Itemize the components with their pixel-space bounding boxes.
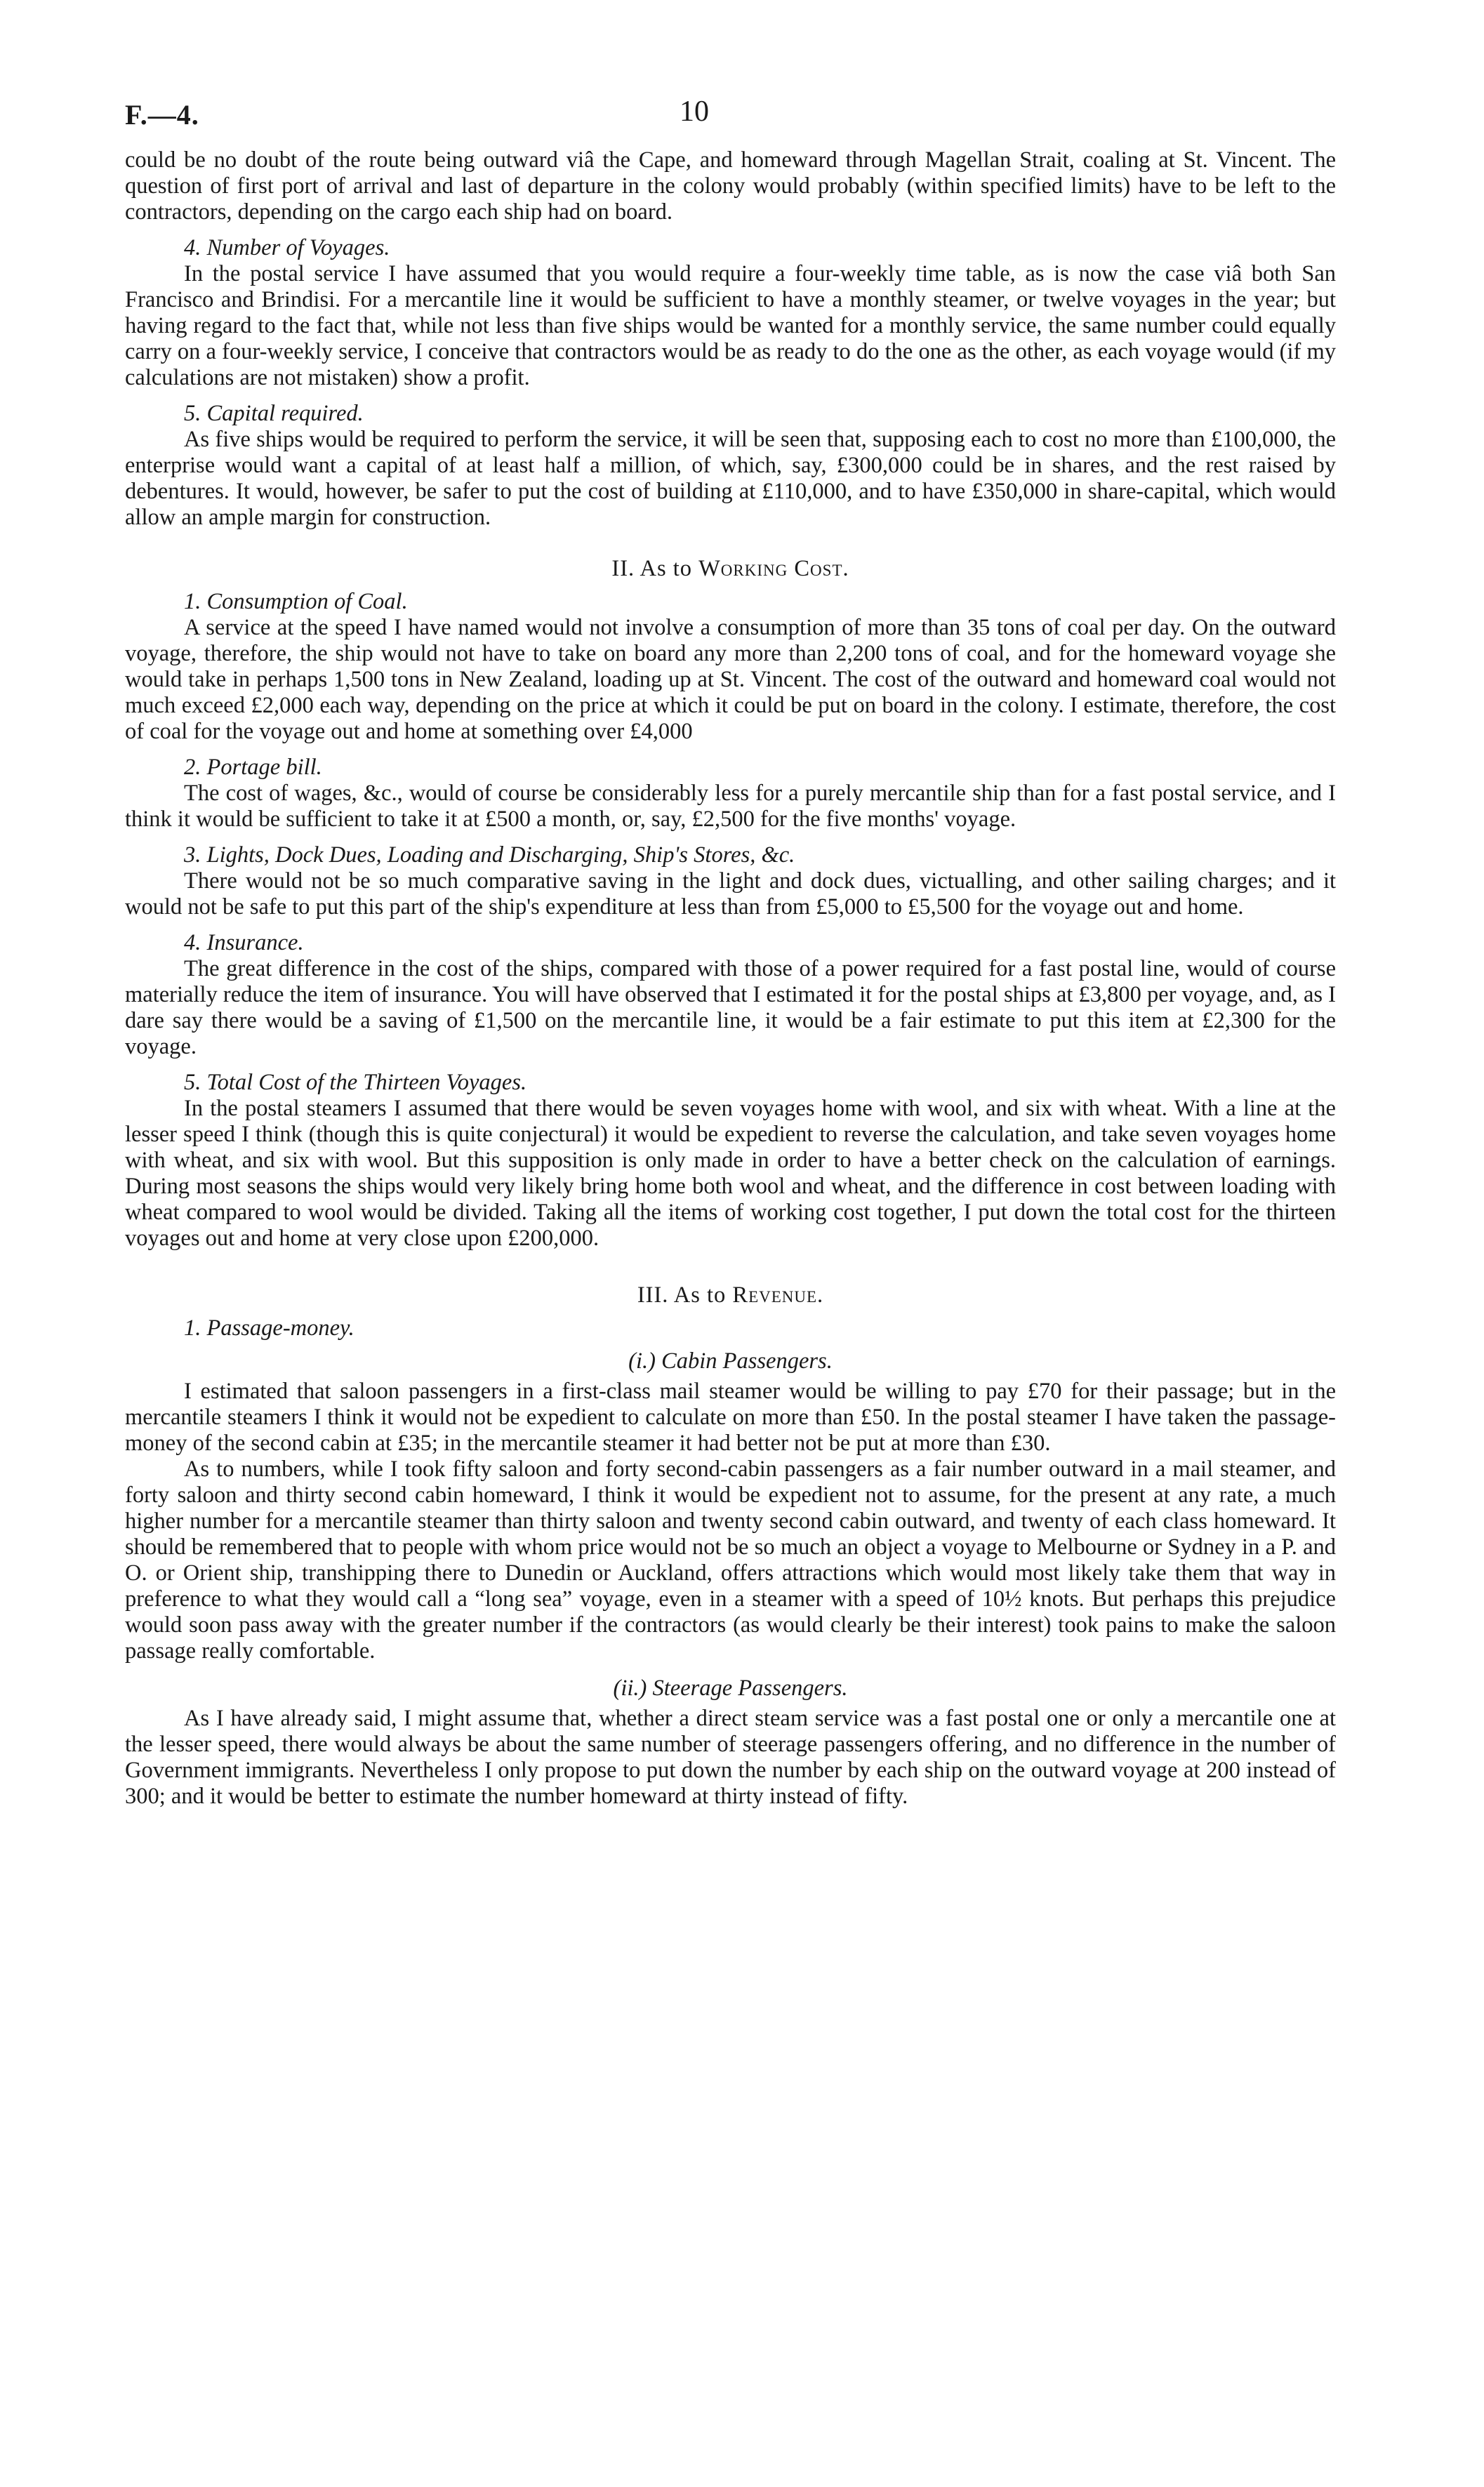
page-number: 10 (680, 95, 709, 128)
lights-dock-dues-heading: 3. Lights, Dock Dues, Loading and Discharging, Ship's Stores, &c. (184, 842, 795, 868)
insurance-heading: 4. Insurance. (184, 930, 304, 955)
lights-dock-dues-text: There would not be so much comparative saving in the light and dock dues, victualling, and other sailing charges; and it would not be safe to put this part of the ship's expenditure at less than from £5,000 to £5,500 for the voyage out and home. (125, 868, 1336, 920)
revenue-title-prefix: III. As to (637, 1282, 727, 1308)
working-cost-title-prefix: II. As to (611, 556, 692, 581)
cabin-passengers-text-2: As to numbers, while I took fifty saloon and forty second-cabin passengers as a fair number outward in a mail steamer, and forty saloon and thirty second cabin homeward, I think it would be expedient not to assume, for the present at any rate, a much higher number for a mercantile steamer than thirty saloon and twenty second cabin outward, and twenty of each class homeward. It should be remembered that to people with whom price would not be so much an object a voyage to Melbourne or Sydney in a P. and O. or Orient ship, transhipping there to Dunedin or Auckland, offers attractions which would most likely take them that way in preference to what they would call a “long sea” voyage, even in a steamer with a speed of 10½ knots. But perhaps this prejudice would soon pass away with the greater number if the contractors (as would clearly be their interest) took pains to make the saloon passage really comfortable. (125, 1457, 1336, 1664)
consumption-of-coal-text: A service at the speed I have named would not involve a consumption of more than 35 tons of coal per day. On the outward voyage, therefore, the ship would not have to take on board any more than 2,200 tons of coal, and for the homeward voyage she would take in perhaps 1,500 tons in New Zealand, loading up at St. Vincent. The cost of the outward and homeward coal would not much exceed £2,000 each way, depending on the price at which it could be put on board in the colony. I estimate, therefore, the cost of coal for the voyage out and home at something over £4,000 (125, 615, 1336, 744)
page-header (125, 91, 1336, 147)
capital-required-heading: 5. Capital required. (184, 401, 364, 426)
cabin-passengers-text-1: I estimated that saloon passengers in a first-class mail steamer would be willing to pay £70 for their passage; but in the mercantile steamers I think it would not be expedient to calculate on more than £50. In the postal steamer I have taken the passage-money of the second cabin at £35; in the mercantile steamer it had better not be put at more than £30. (125, 1379, 1336, 1456)
passage-money-heading: 1. Passage-money. (184, 1315, 355, 1341)
insurance-text: The great difference in the cost of the ships, compared with those of a power required for a fast postal line, would of course materially reduce the item of insurance. You will have observed that I estimated it for the postal ships at £3,800 per voyage, and, as I dare say there would be a saving of £1,500 on the mercantile line, it would be a fair estimate to put this item at £2,300 for the voyage. (125, 956, 1336, 1059)
total-cost-text: In the postal steamers I assumed that there would be seven voyages home with wool, and six with wheat. With a line at the lesser speed I think (though this is quite conjectural) it would be expedient to reverse the calculation, and take seven voyages home with wheat, and six with wool. But this supposition is only made in order to have a better check on the calculation of earnings. During most seasons the ships would very likely bring home both wool and wheat, and the difference in cost between loading with wheat compared to wool would be divided. Taking all the items of working cost together, I put down the total cost for the thirteen voyages out and home at very close upon £200,000. (125, 1096, 1336, 1251)
consumption-of-coal-heading: 1. Consumption of Coal. (184, 589, 408, 614)
capital-required-text: As five ships would be required to perform the service, it will be seen that, supposing each to cost no more than £100,000, the enterprise would want a capital of at least half a million, of which, say, £300,000 could be in shares, and the rest raised by debentures. It would, however, be safer to put the cost of building at £110,000, and to have £350,000 in share-capital, which would allow an ample margin for construction. (125, 427, 1336, 530)
steerage-passengers-text: As I have already said, I might assume that, whether a direct steam service was a fast postal one or only a mercantile one at the lesser speed, there would always be about the same number of steerage passengers offering, and no difference in the number of Government immigrants. Nevertheless I only propose to put down the number by each ship on the outward voyage at 200 instead of 300; and it would be better to estimate the number homeward at thirty instead of fifty. (125, 1706, 1336, 1809)
document-code: F.—4. (125, 99, 199, 131)
cabin-passengers-heading: (i.) Cabin Passengers. (628, 1348, 833, 1374)
document-page (125, 91, 1336, 1810)
number-of-voyages-text: In the postal service I have assumed that you would require a four-weekly time table, as is now the case viâ both San Francisco and Brindisi. For a mercantile line it would be sufficient to have a monthly steamer, or twelve voyages in the year; but having regard to the fact that, while not less than five ships would be wanted for a monthly service, the same number could equally carry on a four-weekly service, I conceive that contractors would be as ready to do the one as the other, as each voyage would (if my calculations are not mistaken) show a profit. (125, 261, 1336, 390)
revenue-title-main: Revenue. (732, 1282, 824, 1308)
revenue-section-title (125, 1282, 1336, 1308)
intro-paragraph: could be no doubt of the route being outward viâ the Cape, and homeward through Magellan Strait, coaling at St. Vincent. The question of first port of arrival and last of departure in the colony would probably (within specified limits) have to be left to the contractors, depending on the cargo each ship had on board. (125, 147, 1336, 225)
portage-bill-text: The cost of wages, &c., would of course be considerably less for a purely mercantile ship than for a fast postal service, and I think it would be sufficient to take it at £500 a month, or, say, £2,500 for the five months' voyage. (125, 781, 1336, 832)
working-cost-title-main: Working Cost. (698, 556, 849, 581)
total-cost-heading: 5. Total Cost of the Thirteen Voyages. (184, 1070, 527, 1095)
steerage-passengers-heading: (ii.) Steerage Passengers. (613, 1676, 848, 1701)
working-cost-section-title (125, 556, 1336, 582)
number-of-voyages-heading: 4. Number of Voyages. (184, 235, 390, 260)
portage-bill-heading: 2. Portage bill. (184, 755, 322, 780)
